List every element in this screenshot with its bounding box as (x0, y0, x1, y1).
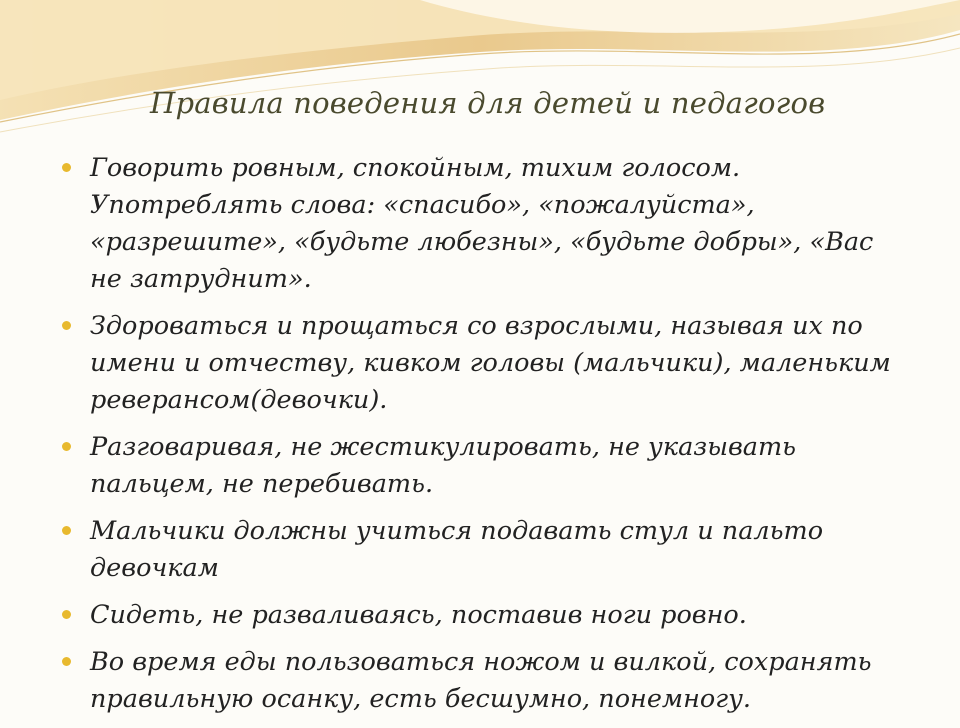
list-item-text: Мальчики должны учиться подавать стул и пальто девочкам (90, 516, 824, 583)
rules-list (60, 150, 910, 728)
list-item-text: Здороваться и прощаться со взрослыми, называя их по имени и отчеству, кивком головы (мальчики), маленьким реверансом(девочки). (90, 311, 891, 415)
list-item (60, 429, 910, 503)
list-item-text: Сидеть, не разваливаясь, поставив ноги ровно. (90, 600, 747, 630)
bullet-icon (62, 321, 71, 330)
bullet-icon (62, 657, 71, 666)
bullet-icon (62, 610, 71, 619)
list-item (60, 308, 910, 419)
list-item (60, 597, 910, 634)
slide-title: Правила поведения для детей и педагогов (150, 86, 826, 120)
bullet-icon (62, 526, 71, 535)
list-item-text: Говорить ровным, спокойным, тихим голосом. Употреблять слова: «спасибо», «пожалуйста», «разрешите», «будьте любезны», «будьте добры», «Вас не затруднит». (90, 153, 874, 294)
list-item-text: Разговаривая, не жестикулировать, не указывать пальцем, не перебивать. (90, 432, 797, 499)
bullet-icon (62, 442, 71, 451)
bullet-icon (62, 163, 71, 172)
list-item-text: Во время еды пользоваться ножом и вилкой, сохранять правильную осанку, есть бесшумно, понемногу. (90, 647, 872, 714)
list-item (60, 513, 910, 587)
list-item (60, 150, 910, 298)
list-item (60, 644, 910, 718)
